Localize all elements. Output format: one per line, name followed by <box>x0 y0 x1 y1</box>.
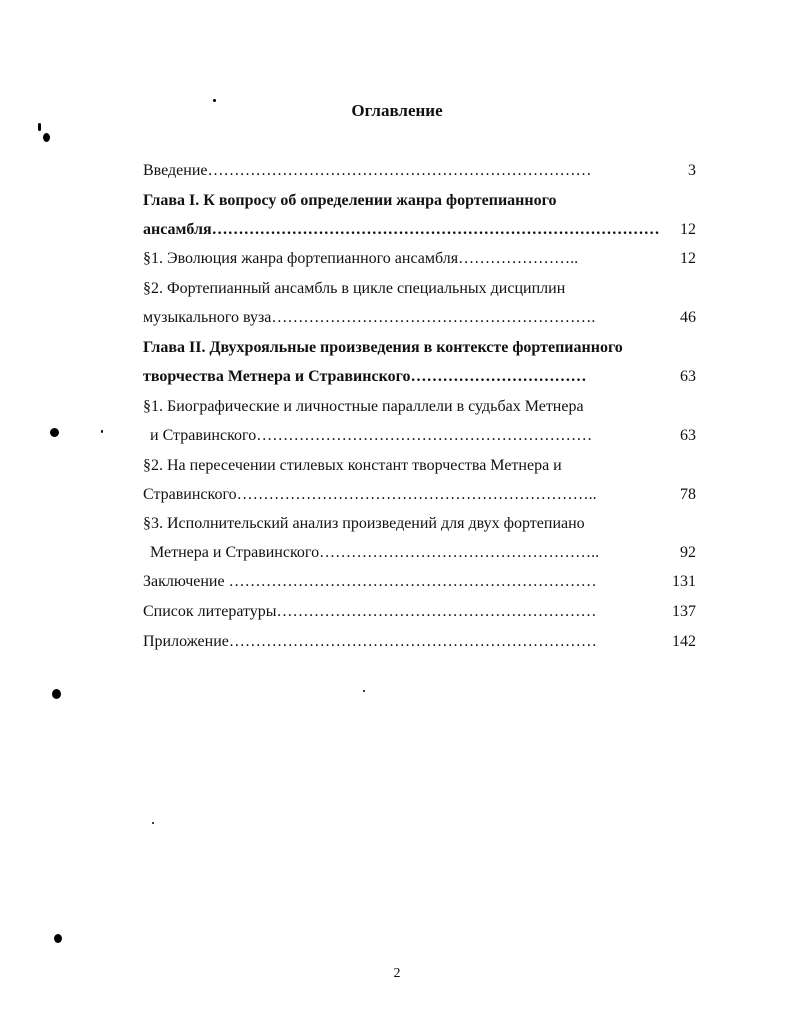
toc-page-number: 78 <box>680 486 696 503</box>
toc-page-number: 92 <box>680 544 696 561</box>
toc-page-number: 3 <box>688 162 696 179</box>
toc-page-number: 131 <box>672 573 696 590</box>
toc-entry-ch2-s2-cont[interactable]: Стравинского………………………………………………………….. <box>143 486 597 503</box>
scan-speck <box>50 428 59 437</box>
toc-page-number: 12 <box>680 250 696 267</box>
toc-entry-ch2-s2[interactable]: §2. На пересечении стилевых констант творчества Метнера и <box>143 457 562 474</box>
toc-entry-ch2-s3[interactable]: §3. Исполнительский анализ произведений для двух фортепиано <box>143 515 585 532</box>
scan-speck <box>38 123 41 131</box>
scan-speck <box>101 430 103 433</box>
toc-entry-ch2-s3-cont[interactable]: Метнера и Стравинского…………………………………………….. <box>150 544 600 561</box>
toc-entry-ch1-s2-cont[interactable]: музыкального вуза……………………………………………………. <box>143 309 596 326</box>
toc-entry-appendix[interactable]: Приложение…………………………………………………………… <box>143 633 597 650</box>
toc-entry-chapter-1-title[interactable]: Глава I. К вопросу об определении жанра фортепианного <box>143 192 557 209</box>
scan-speck <box>43 133 50 142</box>
toc-entry-introduction[interactable]: Введение……………………………………………………………… <box>143 162 592 179</box>
scan-speck <box>54 934 62 943</box>
toc-entry-chapter-2-cont[interactable]: творчества Метнера и Стравинского…………………………… <box>143 368 587 385</box>
page-number: 2 <box>393 966 401 981</box>
page-title: Оглавление <box>351 101 443 120</box>
toc-page-number: 63 <box>680 368 696 385</box>
scan-speck <box>52 689 61 699</box>
toc-entry-chapter-2-title[interactable]: Глава II. Двухрояльные произведения в контексте фортепианного <box>143 339 623 356</box>
scan-speck <box>213 99 216 102</box>
toc-entry-bibliography[interactable]: Список литературы…………………………………………………… <box>143 603 597 620</box>
toc-entry-chapter-1-cont[interactable]: ансамбля………………………………………………………………………… <box>143 221 660 238</box>
toc-entry-ch1-s1[interactable]: §1. Эволюция жанра фортепианного ансамбля………………….. <box>143 250 579 267</box>
toc-entry-ch2-s1[interactable]: §1. Биографические и личностные параллели в судьбах Метнера <box>143 398 584 415</box>
scan-speck <box>363 690 365 692</box>
scan-speck <box>152 822 154 824</box>
toc-page-number: 142 <box>672 633 696 650</box>
toc-page-number: 63 <box>680 427 696 444</box>
toc-page-number: 12 <box>680 221 696 238</box>
toc-page-number: 46 <box>680 309 696 326</box>
toc-page-number: 137 <box>672 603 696 620</box>
toc-entry-ch1-s2[interactable]: §2. Фортепианный ансамбль в цикле специальных дисциплин <box>143 280 566 297</box>
toc-entry-ch2-s1-cont[interactable]: и Стравинского……………………………………………………… <box>150 427 593 444</box>
toc-entry-conclusion[interactable]: Заключение …………………………………………………………… <box>143 573 597 590</box>
